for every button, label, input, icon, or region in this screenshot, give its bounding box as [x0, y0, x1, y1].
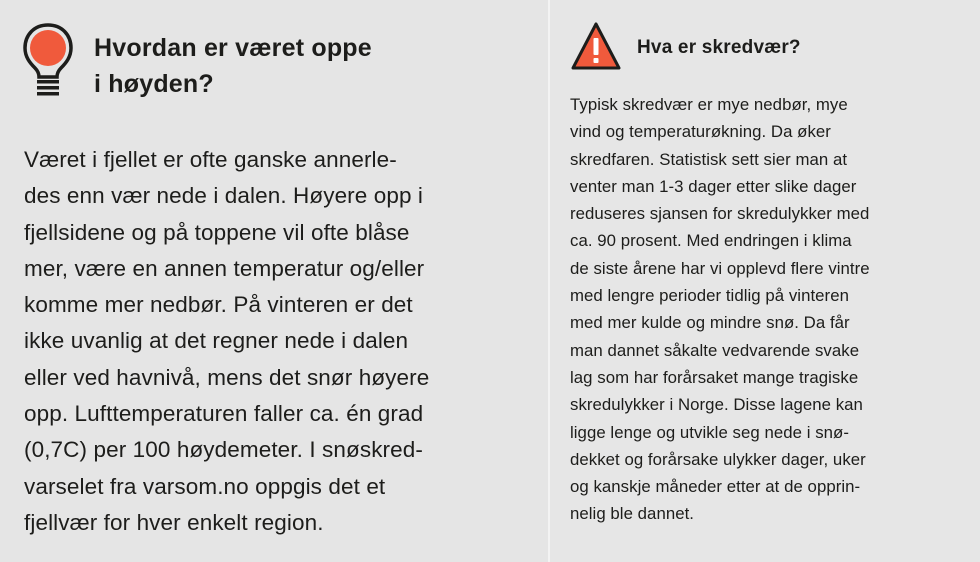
avalanche-weather-body-text — [570, 91, 970, 528]
body-line: nelig ble dannet. — [570, 504, 695, 524]
body-line: des enn vær nede i dalen. Høyere opp i — [24, 183, 424, 209]
body-line: ca. 90 prosent. Med endringen i klima — [570, 231, 852, 251]
body-line: Typisk skredvær er mye nedbør, mye — [570, 95, 848, 114]
body-line: venter man 1-3 dager etter slike dager — [570, 176, 857, 196]
weather-body-text — [24, 142, 534, 541]
body-line: skredfaren. Statistisk sett sier man at — [570, 149, 848, 169]
body-line: man dannet såkalte vedvarende svake — [570, 340, 860, 360]
body-line: skredulykker i Norge. Disse lagene kan — [570, 395, 863, 415]
body-line: opp. Lufttemperaturen faller ca. én grad — [24, 401, 424, 427]
heading-line: Hvordan er været oppe — [94, 34, 372, 62]
body-line: komme mer nedbør. På vinteren er det — [24, 292, 413, 318]
lightbulb-icon — [22, 22, 74, 100]
warning-icon — [570, 20, 622, 72]
body-line: ikke uvanlig at det regner nede i dalen — [24, 328, 409, 354]
body-line: og kanskje måneder etter at de opprin- — [570, 477, 861, 497]
body-line: lag som har forårsaket mange tragiske — [570, 367, 859, 387]
body-line: mer, være en annen temperatur og/eller — [24, 255, 425, 281]
body-line: varselet fra varsom.no oppgis det et — [24, 473, 386, 499]
avalanche-weather-heading: Hva er skredvær? — [637, 37, 801, 58]
heading-line: i høyden? — [94, 70, 214, 98]
body-line: fjellsidene og på toppene vil ofte blåse — [24, 219, 410, 245]
body-line: fjellvær for hver enkelt region. — [24, 509, 324, 535]
body-line: ligge lenge og utvikle seg nede i snø- — [570, 422, 849, 442]
avalanche-weather-panel — [550, 0, 980, 562]
body-line: med mer kulde og mindre snø. Da får — [570, 313, 850, 333]
body-line: reduseres sjansen for skredulykker med — [570, 204, 870, 224]
body-line: med lengre perioder tidlig på vinteren — [570, 286, 849, 306]
body-line: de siste årene har vi opplevd flere vintre — [570, 258, 870, 278]
body-line: (0,7C) per 100 høydemeter. I snøskred- — [24, 437, 423, 463]
body-line: eller ved havnivå, mens det snør høyere — [24, 364, 430, 390]
body-line: dekket og forårsake ulykker dager, uker — [570, 449, 866, 469]
weather-heading — [94, 30, 514, 102]
body-line: vind og temperaturøkning. Da øker — [570, 122, 831, 142]
body-line: Været i fjellet er ofte ganske annerle- — [24, 147, 397, 172]
